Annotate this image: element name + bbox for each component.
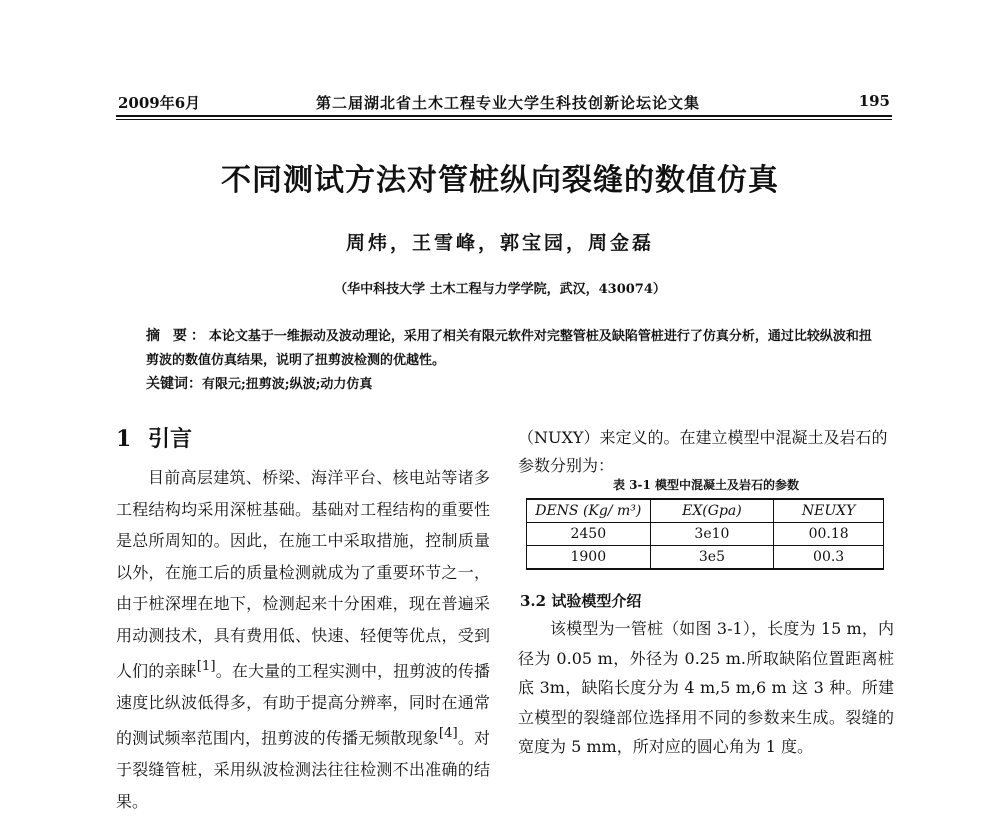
- running-header: [118, 92, 890, 114]
- table-cell: 2450: [527, 523, 651, 546]
- intro-paragraph: [116, 462, 490, 817]
- header-journal-title: 第二届湖北省土木工程专业大学生科技创新论坛论文集: [316, 94, 701, 112]
- header-page-number: 195: [858, 92, 890, 110]
- right-column-body: [518, 614, 894, 762]
- section-heading: [116, 422, 192, 453]
- paper-authors: 周炜，王雪峰，郭宝园，周金磊: [345, 232, 654, 254]
- table-cell: 3e5: [650, 546, 774, 570]
- abstract-label: 摘 要：: [146, 328, 209, 344]
- table-row: [527, 523, 884, 546]
- table-caption: 表 3-1 模型中混凝土及岩石的参数: [612, 478, 800, 492]
- subsection-heading: 3.2 试验模型介绍: [520, 592, 642, 610]
- table-header-cell: EX(Gpa): [650, 499, 774, 523]
- section-title: 引言: [148, 426, 193, 452]
- intro-text-part1: 目前高层建筑、桥梁、海洋平台、核电站等诸多工程结构均采用深桩基础。基础对工程结构的重要性是总所周知的。因此，在施工中采取措施，控制质量以外，在施工后的质量检测就成为了重要环节之一，由于桩深埋在地下，检测起来十分困难，现在普遍采用动测技术，具有费用低、快速、轻便等优点，受到人们的亲睐: [116, 468, 490, 681]
- right-column-intro: （NUXY）来定义的。在建立模型中混凝土及岩石的参数分别为：: [518, 428, 888, 475]
- keywords: [146, 372, 876, 397]
- section-number: 1: [116, 426, 132, 452]
- left-column: [116, 462, 490, 817]
- table-row: [527, 546, 884, 570]
- parameter-table: [526, 498, 884, 570]
- citation-ref: [1]: [196, 659, 216, 674]
- keywords-text: 有限元;扭剪波;纵波;动力仿真: [202, 377, 373, 392]
- table-header-row: [527, 499, 884, 523]
- paper-title: 不同测试方法对管桩纵向裂缝的数值仿真: [221, 163, 779, 198]
- table-cell: 00.3: [774, 546, 884, 570]
- header-rule-thin: [116, 119, 892, 120]
- table-cell: 3e10: [650, 523, 774, 546]
- model-paragraph: 该模型为一管桩（如图 3-1），长度为 15 m，内径为 0.05 m，外径为 0.25 m.所取缺陷位置距离桩底 3m，缺陷长度分为 4 m,5 m,6 m 这 3 种。所建立模型的裂缝部位选择用不同的参数来生成。裂缝的宽度为 5 mm，所对应的圆心角为 1 度。: [518, 619, 894, 756]
- intro-text-part2: 。在大量的工程实测中，扭剪波的传播速度比纵波低得多，有助于提高分辨率，同时在通常的测试频率范围内，扭剪波的传播无频散现象: [116, 661, 490, 748]
- table-cell: 1900: [527, 546, 651, 570]
- table-header-cell: DENS (Kg/ m³): [527, 499, 651, 523]
- citation-ref: [4]: [438, 726, 458, 742]
- paper-affiliation: （华中科技大学 土木工程与力学学院，武汉，430074）: [334, 282, 666, 297]
- keywords-label: 关键词：: [146, 376, 202, 392]
- abstract: [146, 324, 876, 373]
- header-rule-thick: [116, 115, 892, 117]
- abstract-text: 本论文基于一维振动及波动理论，采用了相关有限元软件对完整管桩及缺陷管桩进行了仿真分析，通过比较纵波和扭剪波的数值仿真结果，说明了扭剪波检测的优越性。: [146, 329, 872, 368]
- header-date: 2009年6月: [118, 94, 201, 112]
- intro-text-part3: 。对于裂缝管桩，采用纵波检测法往往检测不出准确的结果。: [116, 728, 490, 811]
- table-header-cell: NEUXY: [774, 499, 884, 523]
- table-cell: 00.18: [774, 523, 884, 546]
